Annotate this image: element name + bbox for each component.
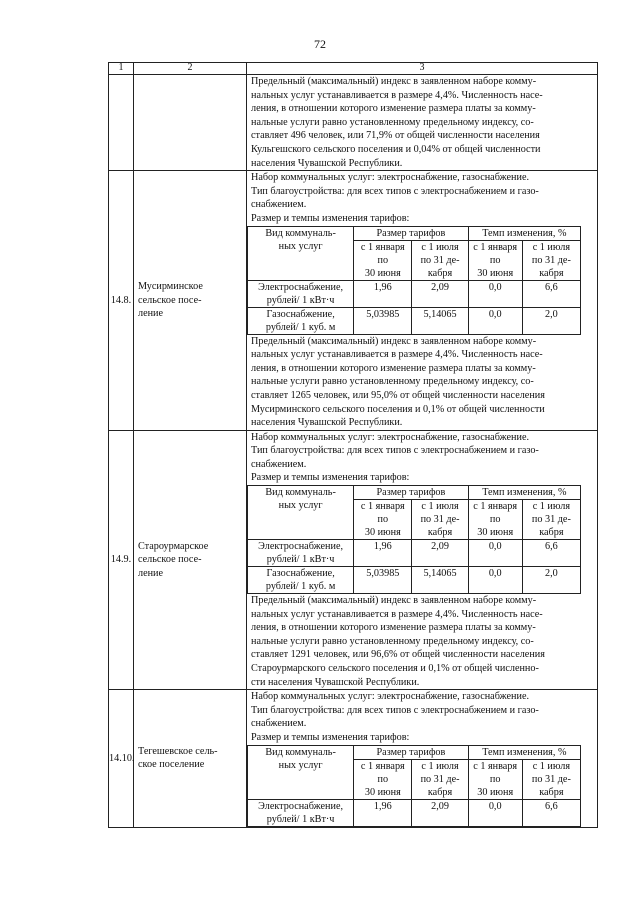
- tariff-value: 5,03985: [354, 307, 412, 334]
- tariff-row: [248, 280, 581, 307]
- rate-value: 6,6: [522, 280, 580, 307]
- page-number: 72: [314, 37, 326, 51]
- service-name: Электроснабжение, рублей/ 1 кВт·ч: [248, 540, 354, 567]
- tariff-size-header: Размер тарифов: [354, 226, 468, 240]
- period-jan-header: с 1 января по 30 июня: [468, 759, 522, 799]
- tariff-row: [248, 567, 581, 594]
- text-line: Предельный (максимальный) индекс в заявленном наборе комму-: [251, 76, 537, 87]
- service-set-text: Набор коммунальных услуг: электроснабжение, газоснабжение.: [251, 691, 530, 703]
- text-line: населения Чувашской Республики.: [251, 157, 403, 169]
- section-number: 14.9.: [109, 430, 134, 690]
- rate-value: 2,0: [522, 567, 580, 594]
- period-jul-header: с 1 июля по 31 де- кабря: [412, 759, 468, 799]
- tariff-size-header: Размер тарифов: [354, 486, 468, 500]
- tariff-table: [247, 745, 581, 827]
- text-line: Кульгешского сельского поселения и 0,04% от общей численности: [251, 143, 541, 155]
- section-number: 14.8.: [109, 171, 134, 431]
- section-row: [109, 430, 598, 690]
- period-jul-header: с 1 июля по 31 де- кабря: [412, 500, 468, 540]
- change-rate-header: Темп изменения, %: [468, 486, 580, 500]
- service-name: Электроснабжение, рублей/ 1 кВт·ч: [248, 799, 354, 826]
- text-line: нальных услуг устанавливается в размере 4,4%. Численность насе-: [251, 89, 543, 101]
- rate-value: 0,0: [468, 567, 522, 594]
- period-jan-header: с 1 января по 30 июня: [354, 240, 412, 280]
- rate-value: 6,6: [522, 799, 580, 826]
- tariff-value: 5,03985: [354, 567, 412, 594]
- period-jan-header: с 1 января по 30 июня: [354, 759, 412, 799]
- tariff-value: 5,14065: [412, 307, 468, 334]
- improvement-type-text: снабжением.: [251, 458, 307, 470]
- column-number-3: 3: [247, 63, 598, 75]
- text-line: ставляет 496 человек, или 71,9% от общей численности населения: [251, 130, 540, 142]
- tariff-value: 1,96: [354, 799, 412, 826]
- tariff-row: [248, 799, 581, 826]
- section-row: [109, 690, 598, 827]
- tariff-table: [247, 485, 581, 594]
- index-paragraph: [247, 75, 597, 170]
- tariff-value: 1,96: [354, 540, 412, 567]
- tariff-value: 5,14065: [412, 567, 468, 594]
- period-jan-header: с 1 января по 30 июня: [468, 500, 522, 540]
- service-type-header: Вид коммуналь- ных услуг: [248, 486, 354, 540]
- period-jul-header: с 1 июля по 31 де- кабря: [412, 240, 468, 280]
- period-jul-header: с 1 июля по 31 де- кабря: [522, 240, 580, 280]
- change-rate-header: Темп изменения, %: [468, 226, 580, 240]
- text-line: ления, в отношении которого изменение размера платы за комму-: [251, 103, 536, 115]
- tariff-document-table: [108, 62, 598, 828]
- tariff-value: 2,09: [412, 799, 468, 826]
- service-name: Газоснабжение, рублей/ 1 куб. м: [248, 307, 354, 334]
- rates-caption: Размер и темпы изменения тарифов:: [251, 732, 410, 743]
- service-name: Электроснабжение, рублей/ 1 кВт·ч: [248, 280, 354, 307]
- continuation-row: [109, 75, 598, 171]
- rate-value: 6,6: [522, 540, 580, 567]
- tariff-value: 1,96: [354, 280, 412, 307]
- column-number-2: 2: [134, 63, 247, 75]
- improvement-type-text: Тип благоустройства: для всех типов с электроснабжением и газо-: [251, 445, 539, 457]
- change-rate-header: Темп изменения, %: [468, 745, 580, 759]
- service-type-header: Вид коммуналь- ных услуг: [248, 226, 354, 280]
- service-set-text: Набор коммунальных услуг: электроснабжение, газоснабжение.: [251, 431, 530, 443]
- rate-value: 0,0: [468, 280, 522, 307]
- improvement-type-text: Тип благоустройства: для всех типов с электроснабжением и газо-: [251, 185, 539, 197]
- improvement-type-text: Тип благоустройства: для всех типов с электроснабжением и газо-: [251, 704, 539, 716]
- index-paragraph: Предельный (максимальный) индекс в заявленном наборе комму- нальных услуг устанавливается в размере 4,4%. Численность насе- ления, в отношении которого изменение размера платы за комму- нальные услуги равно установленному предельному индексу, со- ставляет 1265 человек, или 95,0% от общей численности населения Мусирминского сельского поселения и 0,1% от общей численности населения Чувашской Республики.: [251, 335, 545, 429]
- column-number-row: [109, 63, 598, 75]
- tariff-size-header: Размер тарифов: [354, 745, 468, 759]
- tariff-row: [248, 307, 581, 334]
- improvement-type-text: снабжением.: [251, 199, 307, 211]
- rate-value: 0,0: [468, 540, 522, 567]
- settlement-name: Мусирминское сельское посе- ление: [134, 171, 247, 431]
- service-set-text: Набор коммунальных услуг: электроснабжение, газоснабжение.: [251, 172, 530, 184]
- service-type-header: Вид коммуналь- ных услуг: [248, 745, 354, 799]
- tariff-row: [248, 540, 581, 567]
- settlement-name: Староурмарское сельское посе- ление: [134, 430, 247, 690]
- column-number-1: 1: [109, 63, 134, 75]
- rates-caption: Размер и темпы изменения тарифов:: [251, 212, 410, 224]
- text-line: нальные услуги равно установленному предельному индексу, со-: [251, 116, 534, 128]
- rates-caption: Размер и темпы изменения тарифов:: [251, 472, 410, 484]
- period-jan-header: с 1 января по 30 июня: [354, 500, 412, 540]
- period-jan-header: с 1 января по 30 июня: [468, 240, 522, 280]
- service-name: Газоснабжение, рублей/ 1 куб. м: [248, 567, 354, 594]
- rate-value: 2,0: [522, 307, 580, 334]
- rate-value: 0,0: [468, 307, 522, 334]
- tariff-value: 2,09: [412, 540, 468, 567]
- tariff-value: 2,09: [412, 280, 468, 307]
- tariff-table: [247, 226, 581, 335]
- improvement-type-text: снабжением.: [251, 718, 307, 730]
- section-number: 14.10.: [109, 690, 134, 827]
- period-jul-header: с 1 июля по 31 де- кабря: [522, 500, 580, 540]
- settlement-name: Тегешевское сель- ское поселение: [134, 690, 247, 827]
- index-paragraph: Предельный (максимальный) индекс в заявленном наборе комму- нальных услуг устанавливается в размере 4,4%. Численность насе- ления, в отношении которого изменение размера платы за комму- нальные услуги равно установленному предельному индексу, со- ставляет 1291 человек, или 96,6% от общей численности населения Староурмарского сельского поселения и 0,1% от общей численно- сти населения Чувашской Республики.: [251, 595, 545, 688]
- period-jul-header: с 1 июля по 31 де- кабря: [522, 759, 580, 799]
- rate-value: 0,0: [468, 799, 522, 826]
- section-row: [109, 171, 598, 431]
